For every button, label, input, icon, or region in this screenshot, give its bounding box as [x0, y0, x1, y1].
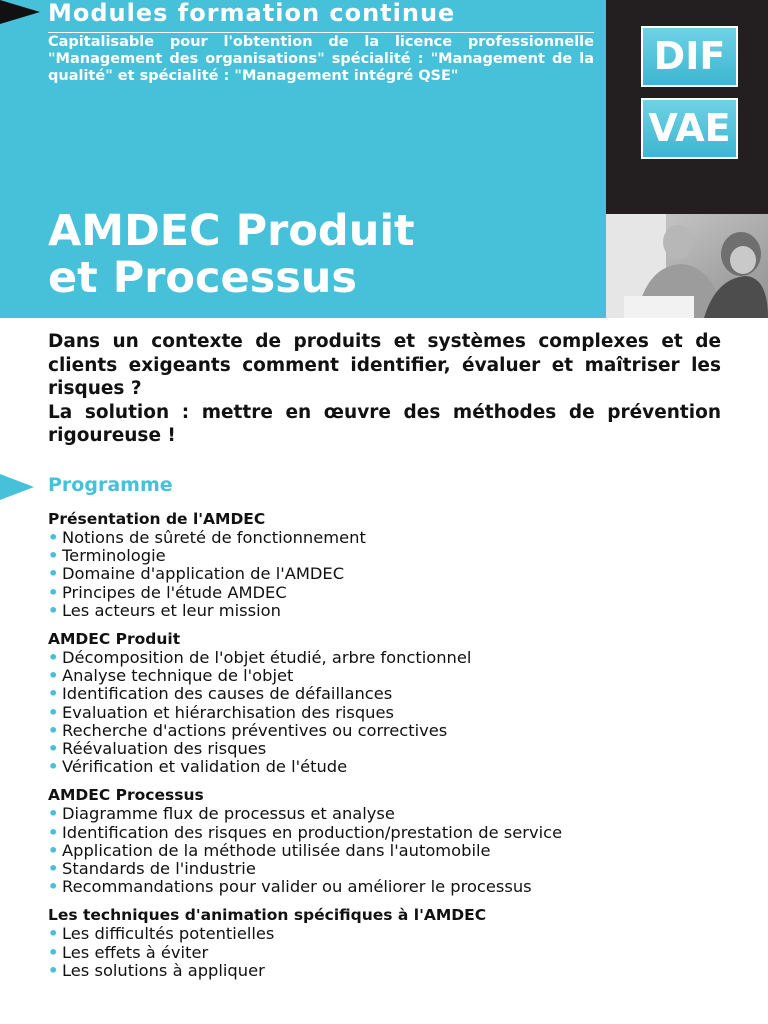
list-item: • Les acteurs et leur mission	[48, 602, 721, 620]
group-title: AMDEC Produit	[48, 630, 181, 649]
group-items	[48, 805, 721, 896]
list-item: • Notions de sûreté de fonctionnement	[48, 529, 721, 547]
group-title: Présentation de l'AMDEC	[48, 510, 266, 528]
header-divider	[48, 32, 594, 33]
section-heading: Programme	[48, 474, 173, 496]
people-photo	[606, 214, 768, 318]
list-item: • Diagramme flux de processus et analyse	[48, 805, 721, 823]
list-item: • Décomposition de l'objet étudié, arbre fonctionnel	[48, 649, 721, 667]
list-item: • Recherche d'actions préventives ou correctives	[48, 722, 721, 740]
header-description: Capitalisable pour l'obtention de la licence professionnelle "Management des organisations" spécialité : "Management de la qualité" et spécialité : "Management intégré QSE"	[48, 34, 594, 84]
page-title	[48, 208, 415, 302]
program-group	[48, 510, 721, 620]
list-item: • Evaluation et hiérarchisation des risques	[48, 704, 721, 722]
list-item: • Standards de l'industrie	[48, 860, 721, 878]
program-group	[48, 906, 721, 980]
group-items	[48, 925, 721, 980]
header-banner	[0, 0, 606, 318]
list-item: • Terminologie	[48, 547, 721, 565]
dif-badge: DIF	[641, 26, 738, 87]
intro-text	[48, 330, 721, 448]
list-item: • Les solutions à appliquer	[48, 962, 721, 980]
list-item: • Les difficultés potentielles	[48, 925, 721, 943]
section-arrow-icon	[0, 474, 34, 500]
list-item: • Identification des causes de défaillances	[48, 685, 721, 703]
list-item: • Recommandations pour valider ou améliorer le processus	[48, 878, 721, 896]
intro-paragraph: La solution : mettre en œuvre des méthodes de prévention rigoureuse !	[48, 401, 721, 446]
program-group	[48, 786, 721, 896]
list-item: • Application de la méthode utilisée dans l'automobile	[48, 842, 721, 860]
arrow-marker-icon	[0, 0, 40, 24]
group-title: AMDEC Processus	[48, 786, 204, 805]
list-item: • Vérification et validation de l'étude	[48, 758, 721, 776]
list-item: • Les effets à éviter	[48, 944, 721, 962]
side-panel	[606, 0, 768, 318]
header-kicker: Modules formation continue	[48, 0, 456, 27]
program-group	[48, 630, 721, 776]
list-item: • Principes de l'étude AMDEC	[48, 584, 721, 602]
page-title-line1: AMDEC Produit	[48, 206, 415, 256]
list-item: • Analyse technique de l'objet	[48, 667, 721, 685]
intro-paragraph: Dans un contexte de produits et systèmes complexes et de clients exigeants comment identifier, évaluer et maîtriser les risques ?	[48, 331, 721, 399]
group-title: Les techniques d'animation spécifiques à l'AMDEC	[48, 906, 487, 925]
list-item: • Identification des risques en production/prestation de service	[48, 824, 721, 842]
list-item: • Réévaluation des risques	[48, 740, 721, 758]
group-items	[48, 649, 721, 776]
group-items	[48, 529, 721, 620]
list-item: • Domaine d'application de l'AMDEC	[48, 565, 721, 583]
page-title-line2: et Processus	[48, 253, 357, 303]
vae-badge: VAE	[641, 98, 738, 159]
program-list	[48, 510, 721, 990]
